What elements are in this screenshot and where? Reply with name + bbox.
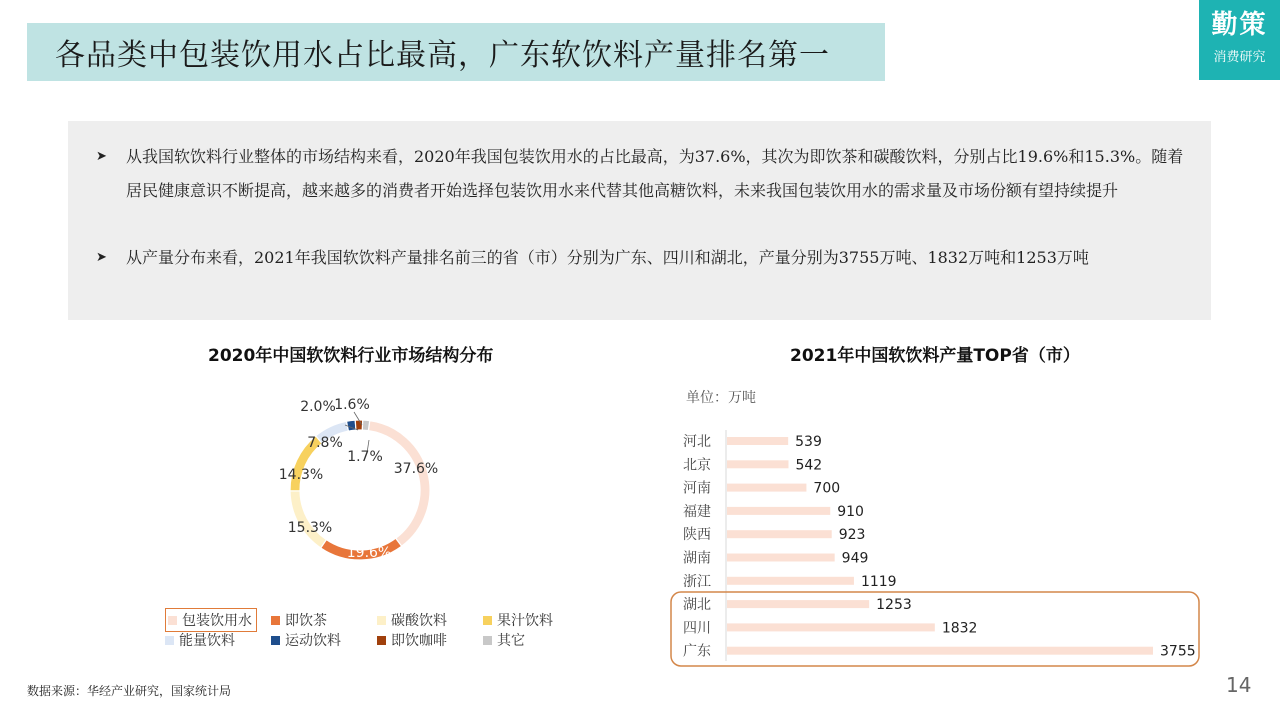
summary-box bbox=[68, 121, 1211, 320]
bar-category-label: 广东 bbox=[683, 643, 711, 660]
summary-bullet bbox=[96, 140, 1186, 208]
legend-swatch bbox=[483, 616, 492, 625]
bar-category-label: 北京 bbox=[683, 457, 711, 474]
bar-湖北 bbox=[727, 600, 869, 608]
legend-item bbox=[377, 610, 447, 630]
legend-item bbox=[483, 610, 553, 630]
bar-河南 bbox=[727, 484, 806, 492]
donut-data-label: 7.8% bbox=[307, 435, 343, 451]
donut-data-label: 19.6% bbox=[346, 545, 392, 561]
donut-data-label: 37.6% bbox=[393, 461, 439, 477]
summary-bullet bbox=[96, 241, 1186, 275]
legend-swatch bbox=[168, 616, 177, 625]
bar-value-label: 542 bbox=[795, 457, 823, 474]
legend-label: 运动饮料 bbox=[285, 633, 341, 649]
bar-广东 bbox=[727, 647, 1153, 655]
bar-湖南 bbox=[727, 554, 835, 562]
bar-四川 bbox=[727, 623, 935, 631]
donut-slice-8 bbox=[362, 420, 369, 431]
bar-value-label: 910 bbox=[837, 503, 864, 520]
bullet-text: 从我国软饮料行业整体的市场结构来看，2020年我国包装饮用水的占比最高，为37.6%，其次为即饮茶和碳酸饮料，分别占比19.6%和15.3%。随着居民健康意识不断提高，越来越多的消费者开始选择包装饮用水来代替其他高糖饮料，未来我国包装饮用水的需求量及市场份额有望持续提升 bbox=[126, 147, 1184, 200]
legend-item bbox=[271, 630, 341, 650]
bar-category-label: 四川 bbox=[683, 620, 711, 637]
bullet-text: 从产量分布来看，2021年我国软饮料产量排名前三的省（市）分别为广东、四川和湖北，产量分别为3755万吨、1832万吨和1253万吨 bbox=[126, 248, 1089, 267]
donut-chart-title: 2020年中国软饮料行业市场结构分布 bbox=[208, 346, 494, 366]
data-source: 数据来源：华经产业研究，国家统计局 bbox=[27, 684, 232, 698]
donut-chart bbox=[270, 395, 470, 575]
legend-label: 即饮茶 bbox=[285, 613, 327, 629]
legend-item bbox=[165, 630, 235, 650]
donut-data-label: 14.3% bbox=[278, 467, 324, 483]
legend-swatch bbox=[165, 636, 174, 645]
legend-label: 碳酸饮料 bbox=[391, 613, 447, 629]
bar-河北 bbox=[727, 437, 788, 445]
bar-category-label: 河北 bbox=[683, 434, 711, 450]
legend-label: 能量饮料 bbox=[179, 633, 235, 649]
bar-value-label: 1119 bbox=[860, 573, 897, 590]
bar-北京 bbox=[727, 460, 788, 468]
legend-label: 其它 bbox=[497, 633, 525, 649]
brand-logo bbox=[1199, 0, 1280, 80]
bar-chart-title: 2021年中国软饮料产量TOP省（市） bbox=[790, 346, 1080, 366]
bar-category-label: 浙江 bbox=[683, 573, 711, 590]
legend-swatch bbox=[271, 636, 280, 645]
brand-name: 勤策 bbox=[1211, 10, 1268, 40]
legend-swatch bbox=[377, 636, 386, 645]
bar-category-label: 福建 bbox=[683, 503, 711, 520]
page-number: 14 bbox=[1226, 673, 1252, 697]
bar-value-label: 949 bbox=[841, 550, 869, 567]
bar-category-label: 陕西 bbox=[683, 527, 711, 544]
bar-value-label: 700 bbox=[813, 480, 841, 497]
title-bar bbox=[27, 23, 885, 81]
donut-data-label: 1.6% bbox=[334, 397, 370, 413]
arrow-bullet-icon: ➤ bbox=[96, 250, 107, 265]
brand-subtitle: 消费研究 bbox=[1213, 50, 1266, 65]
legend-item bbox=[271, 610, 327, 630]
donut-slice-6 bbox=[347, 420, 356, 431]
legend-label: 即饮咖啡 bbox=[391, 633, 447, 649]
bar-value-label: 1253 bbox=[876, 597, 912, 614]
legend-swatch bbox=[377, 616, 386, 625]
legend-label: 包装饮用水 bbox=[182, 613, 252, 629]
legend-item bbox=[165, 608, 257, 632]
legend-swatch bbox=[271, 616, 280, 625]
bar-chart bbox=[670, 420, 1230, 670]
bar-陕西 bbox=[727, 530, 832, 538]
legend-item bbox=[483, 630, 525, 650]
donut-data-label: 15.3% bbox=[287, 520, 333, 536]
bar-category-label: 河南 bbox=[683, 480, 711, 497]
legend-label: 果汁饮料 bbox=[497, 613, 553, 629]
bar-value-label: 1832 bbox=[941, 620, 978, 637]
bar-浙江 bbox=[727, 577, 854, 585]
bar-value-label: 539 bbox=[795, 434, 822, 450]
arrow-bullet-icon: ➤ bbox=[96, 149, 107, 164]
bar-value-label: 3755 bbox=[1160, 643, 1196, 660]
donut-slice-1 bbox=[368, 421, 430, 547]
donut-data-label: 1.7% bbox=[347, 449, 383, 465]
legend-swatch bbox=[483, 636, 492, 645]
legend-item bbox=[377, 630, 447, 650]
page-title: 各品类中包装饮用水占比最高，广东软饮料产量排名第一 bbox=[55, 38, 830, 73]
bar-chart-unit: 单位：万吨 bbox=[686, 390, 756, 406]
bar-category-label: 湖北 bbox=[683, 597, 711, 614]
bar-value-label: 923 bbox=[838, 527, 866, 544]
donut-data-label: 2.0% bbox=[300, 399, 336, 415]
bar-福建 bbox=[727, 507, 830, 515]
bar-category-label: 湖南 bbox=[683, 550, 711, 567]
